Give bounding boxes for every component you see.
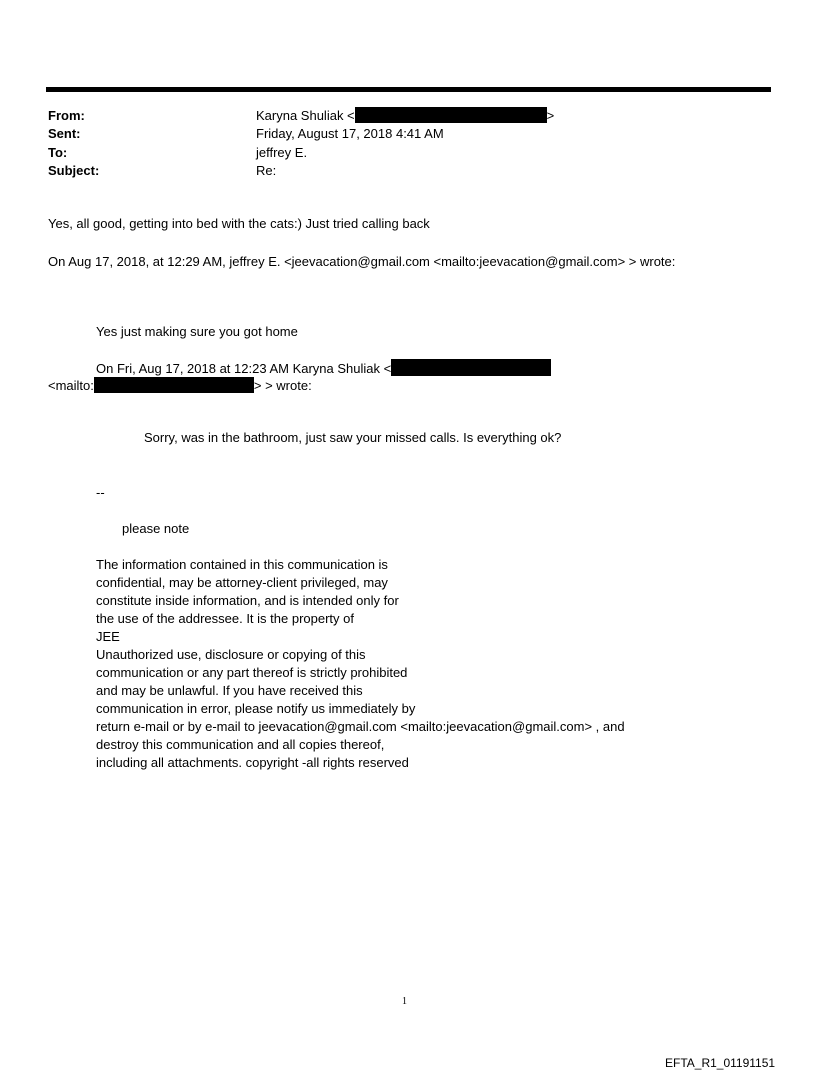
signature-dash: -- (96, 485, 105, 500)
please-note: please note (122, 521, 190, 536)
redaction-bar (94, 377, 254, 393)
disclaimer-line: Unauthorized use, disclosure or copying of this (96, 647, 366, 662)
disclaimer-line: the use of the addressee. It is the property of (96, 611, 354, 626)
sent-label: Sent: (48, 126, 81, 141)
disclaimer-line: and may be unlawful. If you have received this (96, 683, 363, 698)
quote2-mailto-prefix: <mailto: (48, 378, 94, 393)
disclaimer-line: destroy this communication and all copies thereof, (96, 737, 385, 752)
subject-label: Subject: (48, 163, 100, 178)
quote2-header-line1 (96, 359, 551, 378)
to-label: To: (48, 145, 68, 160)
redaction-bar (355, 107, 547, 123)
reply-text: Yes, all good, getting into bed with the cats:) Just tried calling back (48, 216, 430, 231)
disclaimer-line: including all attachments. copyright -all rights reserved (96, 755, 409, 770)
disclaimer-line: The information contained in this communication is (96, 557, 388, 572)
disclaimer-line: confidential, may be attorney-client privileged, may (96, 575, 388, 590)
disclaimer-line: JEE (96, 629, 120, 644)
quote2-mailto-suffix: > > wrote: (253, 378, 312, 393)
header-rule (46, 87, 771, 92)
quote2-header-a: On Fri, Aug 17, 2018 at 12:23 AM Karyna Shuliak < (96, 361, 392, 376)
from-label: From: (48, 108, 85, 123)
from-close: > (546, 108, 555, 123)
disclaimer-line: constitute inside information, and is intended only for (96, 593, 399, 608)
redaction-bar (391, 359, 551, 376)
to-value: jeffrey E. (256, 145, 308, 160)
quote2-text: Sorry, was in the bathroom, just saw your missed calls. Is everything ok? (144, 430, 562, 445)
quote1-text: Yes just making sure you got home (96, 324, 298, 339)
page-number: 1 (402, 996, 407, 1007)
quote2-header-line2 (48, 377, 312, 395)
sent-value: Friday, August 17, 2018 4:41 AM (256, 126, 444, 141)
bates-number: EFTA_R1_01191151 (665, 1056, 776, 1070)
from-name: Karyna Shuliak < (256, 108, 355, 123)
disclaimer-line: communication or any part thereof is strictly prohibited (96, 665, 408, 680)
quote1-header: On Aug 17, 2018, at 12:29 AM, jeffrey E. <jeevacation@gmail.com <mailto:jeevacation@gmail.com> > wrote: (48, 254, 676, 269)
disclaimer-line: return e-mail or by e-mail to jeevacation@gmail.com <mailto:jeevacation@gmail.com> , and (96, 719, 625, 734)
subject-value: Re: (256, 163, 277, 178)
disclaimer-line: communication in error, please notify us immediately by (96, 701, 416, 716)
from-value (256, 107, 554, 125)
